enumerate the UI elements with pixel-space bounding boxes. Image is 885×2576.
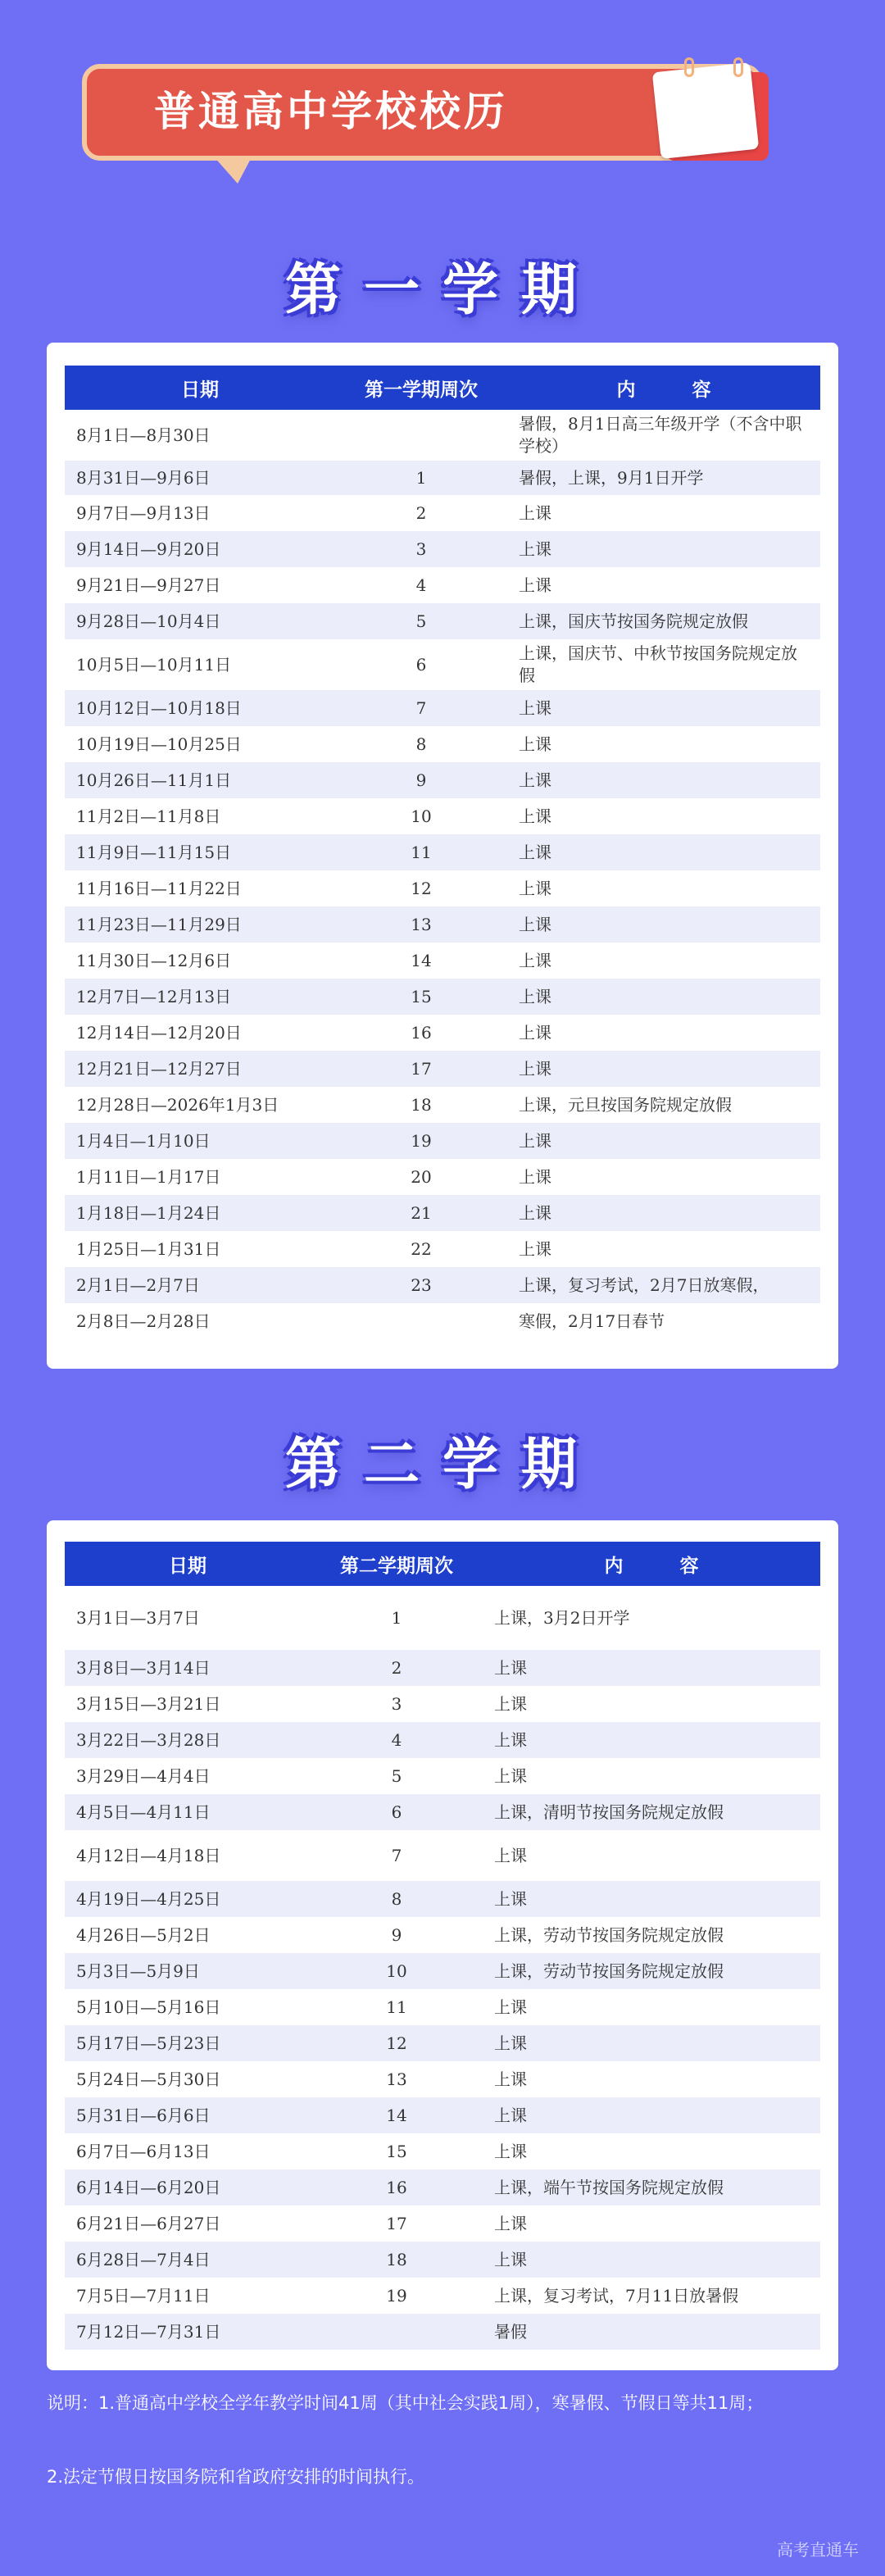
title-banner xyxy=(82,64,787,170)
content-cell: 上课 xyxy=(519,575,551,595)
week-cell: 17 xyxy=(386,2213,407,2233)
date-cell: 9月7日—9月13日 xyxy=(76,502,211,523)
table-row xyxy=(65,1015,820,1051)
term2-card xyxy=(47,1520,838,2370)
table-row xyxy=(65,1989,820,2025)
table-row xyxy=(65,2242,820,2278)
table-row xyxy=(65,943,820,979)
table-header-row xyxy=(65,366,820,410)
content-cell: 上课 xyxy=(483,2097,820,2133)
table-row xyxy=(65,1758,820,1794)
header-date: 日期 xyxy=(65,1542,311,1586)
date-cell: 4月12日—4月18日 xyxy=(76,1845,221,1865)
week-cell: 16 xyxy=(411,1022,432,1043)
week-cell: 8 xyxy=(311,1881,483,1917)
header-week: 第二学期周次 xyxy=(311,1542,483,1586)
content-cell: 上课 xyxy=(519,806,551,826)
week-cell: 3 xyxy=(335,531,507,567)
table-row xyxy=(65,798,820,834)
content-cell: 暑假，8月1日高三年级开学（不含中职学校） xyxy=(519,414,802,456)
week-cell: 23 xyxy=(335,1267,507,1303)
date-cell: 4月19日—4月25日 xyxy=(65,1881,311,1917)
table-row xyxy=(65,1881,820,1917)
content-cell: 上课，劳动节按国务院规定放假 xyxy=(494,1924,724,1945)
term1-card xyxy=(47,343,838,1369)
banner-title: 普通高中学校校历 xyxy=(154,88,508,135)
date-cell: 3月15日—3月21日 xyxy=(76,1693,221,1714)
banner-tail xyxy=(213,156,252,184)
week-cell: 7 xyxy=(391,1845,402,1865)
content-cell: 上课，劳动节按国务院规定放假 xyxy=(483,1953,820,1989)
week-cell: 15 xyxy=(386,2141,407,2161)
week-cell: 15 xyxy=(335,979,507,1015)
date-cell: 2月8日—2月28日 xyxy=(76,1311,211,1331)
date-cell: 10月12日—10月18日 xyxy=(65,690,335,726)
date-cell: 3月1日—3月7日 xyxy=(76,1607,200,1628)
content-cell: 上课 xyxy=(483,1722,820,1758)
content-cell: 上课 xyxy=(494,1765,527,1786)
date-cell: 2月1日—2月7日 xyxy=(65,1267,335,1303)
date-cell: 11月23日—11月29日 xyxy=(65,906,335,943)
content-cell: 上课 xyxy=(494,1693,527,1714)
content-cell: 上课，端午节按国务院规定放假 xyxy=(483,2169,820,2206)
date-cell: 11月2日—11月8日 xyxy=(76,806,221,826)
date-cell: 6月28日—7月4日 xyxy=(65,2242,311,2278)
table-row xyxy=(65,1586,820,1650)
week-cell: 6 xyxy=(311,1794,483,1830)
content-cell: 上课，复习考试，7月11日放暑假 xyxy=(494,2285,739,2306)
content-cell: 上课 xyxy=(483,2242,820,2278)
week-cell: 12 xyxy=(311,2025,483,2061)
week-cell: 2 xyxy=(415,502,427,523)
week-cell: 18 xyxy=(411,1094,432,1115)
date-cell: 1月18日—1月24日 xyxy=(65,1195,335,1231)
week-cell: 2 xyxy=(311,1650,483,1686)
table-row xyxy=(65,639,820,690)
week-cell: 13 xyxy=(335,906,507,943)
week-cell: 18 xyxy=(311,2242,483,2278)
term2-title: 第二学期 xyxy=(284,1433,600,1497)
content-cell: 上课 xyxy=(519,734,551,754)
week-cell: 14 xyxy=(411,950,432,970)
table-header-row xyxy=(65,1542,820,1586)
week-cell: 11 xyxy=(386,1997,407,2017)
week-cell: 5 xyxy=(391,1765,402,1786)
date-cell: 8月31日—9月6日 xyxy=(65,461,335,495)
table-row xyxy=(65,1159,820,1195)
week-cell: 7 xyxy=(335,690,507,726)
table-row xyxy=(65,1830,820,1881)
content-cell: 上课，复习考试，2月7日放寒假， xyxy=(507,1267,820,1303)
content-cell: 上课 xyxy=(507,1195,820,1231)
table-row xyxy=(65,2025,820,2061)
header-content: 内 容 xyxy=(483,1542,820,1586)
table-row xyxy=(65,603,820,639)
content-cell: 上课 xyxy=(494,2069,527,2089)
table-row xyxy=(65,2133,820,2169)
date-cell: 5月31日—6月6日 xyxy=(65,2097,311,2133)
content-cell: 上课 xyxy=(519,878,551,898)
week-cell: 1 xyxy=(391,1607,402,1628)
content-cell: 上课 xyxy=(507,762,820,798)
week-cell xyxy=(335,410,507,461)
content-cell: 上课 xyxy=(494,2141,527,2161)
table-row xyxy=(65,1267,820,1303)
content-cell: 上课，3月2日开学 xyxy=(494,1607,630,1628)
watermark: 高考直通车 xyxy=(777,2540,859,2560)
content-cell: 上课 xyxy=(494,1845,527,1865)
week-cell: 9 xyxy=(335,762,507,798)
week-cell: 3 xyxy=(391,1693,402,1714)
date-cell: 5月24日—5月30日 xyxy=(76,2069,221,2089)
table-row xyxy=(65,2169,820,2206)
content-cell: 上课，国庆节、中秋节按国务院规定放假 xyxy=(519,643,797,685)
content-cell: 上课 xyxy=(483,1881,820,1917)
date-cell: 12月14日—12月20日 xyxy=(76,1022,242,1043)
calendar-icon xyxy=(651,57,774,164)
week-cell: 9 xyxy=(391,1924,402,1945)
table-row xyxy=(65,567,820,603)
table-row xyxy=(65,690,820,726)
week-cell: 5 xyxy=(335,603,507,639)
table-row xyxy=(65,834,820,870)
content-cell: 上课 xyxy=(519,950,551,970)
header-week: 第一学期周次 xyxy=(335,366,507,410)
date-cell: 10月5日—10月11日 xyxy=(76,654,232,675)
date-cell: 10月19日—10月25日 xyxy=(76,734,242,754)
table-row xyxy=(65,2206,820,2242)
content-cell: 上课，清明节按国务院规定放假 xyxy=(483,1794,820,1830)
table-row xyxy=(65,2061,820,2097)
content-cell: 上课 xyxy=(507,1123,820,1159)
content-cell: 上课 xyxy=(507,979,820,1015)
week-cell: 22 xyxy=(411,1238,432,1259)
week-cell: 14 xyxy=(311,2097,483,2133)
date-cell: 6月14日—6月20日 xyxy=(65,2169,311,2206)
date-cell: 12月28日—2026年1月3日 xyxy=(76,1094,279,1115)
week-cell: 19 xyxy=(335,1123,507,1159)
content-cell: 上课 xyxy=(507,1051,820,1087)
content-cell: 上课 xyxy=(519,1022,551,1043)
content-cell: 上课 xyxy=(494,2213,527,2233)
table-row xyxy=(65,495,820,531)
date-cell: 5月3日—5月9日 xyxy=(65,1953,311,1989)
table-row xyxy=(65,979,820,1015)
content-cell: 上课 xyxy=(519,1166,551,1187)
content-cell: 上课 xyxy=(507,531,820,567)
table-row xyxy=(65,461,820,495)
table-row xyxy=(65,2278,820,2314)
week-cell: 11 xyxy=(335,834,507,870)
table-row xyxy=(65,1087,820,1123)
table-row xyxy=(65,410,820,461)
week-cell: 16 xyxy=(311,2169,483,2206)
content-cell: 暑假 xyxy=(483,2314,820,2350)
content-cell: 上课，元旦按国务院规定放假 xyxy=(519,1094,732,1115)
term1-table xyxy=(65,366,820,1339)
table-row xyxy=(65,870,820,906)
term2-table xyxy=(65,1542,820,2350)
week-cell: 10 xyxy=(311,1953,483,1989)
note-1: 说明：1.普通高中学校全学年教学时间41周（其中社会实践1周），寒暑假、节假日等共11周； xyxy=(47,2393,764,2413)
date-cell: 12月21日—12月27日 xyxy=(65,1051,335,1087)
table-row xyxy=(65,2097,820,2133)
content-cell: 上课 xyxy=(483,2025,820,2061)
week-cell: 12 xyxy=(411,878,432,898)
table-row xyxy=(65,1051,820,1087)
date-cell: 5月10日—5月16日 xyxy=(76,1997,221,2017)
header-content: 内 容 xyxy=(507,366,820,410)
week-cell xyxy=(335,1303,507,1339)
date-cell: 1月11日—1月17日 xyxy=(76,1166,221,1187)
date-cell: 12月7日—12月13日 xyxy=(65,979,335,1015)
date-cell: 11月30日—12月6日 xyxy=(76,950,232,970)
week-cell: 4 xyxy=(415,575,427,595)
week-cell: 6 xyxy=(415,654,427,675)
week-cell: 20 xyxy=(411,1166,432,1187)
date-cell: 7月5日—7月11日 xyxy=(76,2285,211,2306)
date-cell: 9月14日—9月20日 xyxy=(65,531,335,567)
date-cell: 1月25日—1月31日 xyxy=(76,1238,221,1259)
date-cell: 4月5日—4月11日 xyxy=(65,1794,311,1830)
table-row xyxy=(65,1303,820,1339)
date-cell: 10月26日—11月1日 xyxy=(65,762,335,798)
table-row xyxy=(65,2314,820,2350)
content-cell: 寒假，2月17日春节 xyxy=(519,1311,665,1331)
date-cell: 7月12日—7月31日 xyxy=(65,2314,311,2350)
week-cell: 4 xyxy=(311,1722,483,1758)
content-cell: 上课 xyxy=(519,1238,551,1259)
date-cell: 9月28日—10月4日 xyxy=(65,603,335,639)
date-cell: 4月26日—5月2日 xyxy=(76,1924,211,1945)
table-row xyxy=(65,1953,820,1989)
term1-title: 第一学期 xyxy=(284,258,600,323)
content-cell: 上课 xyxy=(519,502,551,523)
week-cell: 1 xyxy=(335,461,507,495)
date-cell: 3月29日—4月4日 xyxy=(76,1765,211,1786)
table-row xyxy=(65,1686,820,1722)
table-row xyxy=(65,1917,820,1953)
content-cell: 暑假，上课，9月1日开学 xyxy=(507,461,820,495)
week-cell: 13 xyxy=(386,2069,407,2089)
date-cell: 11月9日—11月15日 xyxy=(65,834,335,870)
date-cell: 9月21日—9月27日 xyxy=(76,575,221,595)
week-cell: 10 xyxy=(411,806,432,826)
table-row xyxy=(65,531,820,567)
table-row xyxy=(65,1794,820,1830)
table-row xyxy=(65,906,820,943)
week-cell: 19 xyxy=(386,2285,407,2306)
date-cell: 3月8日—3月14日 xyxy=(65,1650,311,1686)
header-date: 日期 xyxy=(65,366,335,410)
date-cell: 6月7日—6月13日 xyxy=(76,2141,211,2161)
content-cell: 上课 xyxy=(507,690,820,726)
week-cell: 17 xyxy=(335,1051,507,1087)
date-cell: 11月16日—11月22日 xyxy=(76,878,242,898)
table-row xyxy=(65,762,820,798)
date-cell: 6月21日—6月27日 xyxy=(76,2213,221,2233)
content-cell: 上课 xyxy=(494,1997,527,2017)
date-cell: 1月4日—1月10日 xyxy=(65,1123,335,1159)
week-cell: 21 xyxy=(335,1195,507,1231)
table-row xyxy=(65,1123,820,1159)
date-cell: 5月17日—5月23日 xyxy=(65,2025,311,2061)
week-cell: 8 xyxy=(415,734,427,754)
content-cell: 上课 xyxy=(483,1650,820,1686)
note-2: 2.法定节假日按国务院和省政府安排的时间执行。 xyxy=(47,2467,425,2487)
table-row xyxy=(65,1722,820,1758)
content-cell: 上课 xyxy=(507,906,820,943)
date-cell: 8月1日—8月30日 xyxy=(76,425,211,445)
week-cell xyxy=(311,2314,483,2350)
table-row xyxy=(65,1650,820,1686)
table-row xyxy=(65,1231,820,1267)
table-row xyxy=(65,1195,820,1231)
content-cell: 上课 xyxy=(507,834,820,870)
content-cell: 上课，国庆节按国务院规定放假 xyxy=(507,603,820,639)
date-cell: 3月22日—3月28日 xyxy=(65,1722,311,1758)
table-row xyxy=(65,726,820,762)
